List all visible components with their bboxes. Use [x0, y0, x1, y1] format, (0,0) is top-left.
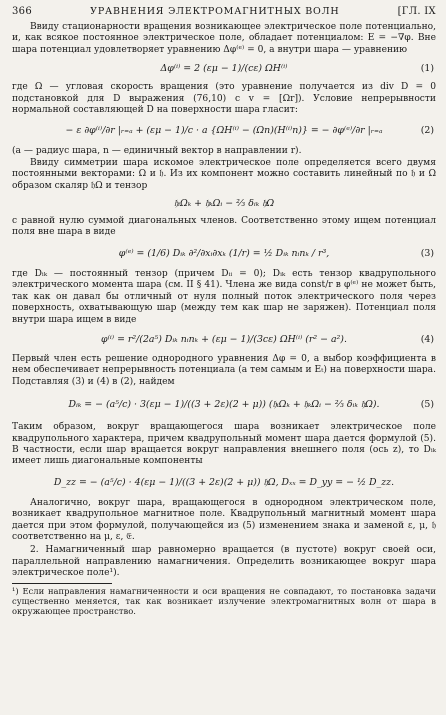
equation-5 [12, 326, 436, 354]
running-title: УРАВНЕНИЯ ЭЛЕКТРОМАГНИТНЫХ ВОЛН [90, 6, 340, 17]
paragraph-10: 2. Намагниченный шар равномерно вращается (в пустоте) вокруг своей оси, параллельной направлению намагничения. Определить возникающее вокруг шара электрическое поле¹). [12, 545, 436, 579]
equation-4-number: (3) [420, 247, 434, 259]
equation-1-body: Δφ⁽ⁱ⁾ = 2 (εμ − 1)/(cε) ΩH⁽ⁱ⁾ [160, 63, 288, 75]
equation-1-number: (1) [420, 63, 434, 75]
paragraph-1: Ввиду стационарности вращения возникающее электрическое поле потенциально, и, как всякое постоянное электрическое поле, обладает потенциалом: E = −∇φ. Вне шара потенциал удовлетворяет уравнению Δφ⁽ᵉ⁾ = 0, а внутри шара — уравнению [12, 22, 436, 55]
equation-7-body: D_zz = − (a⁵/c) · 4(εμ − 1)/((3 + 2ε)(2 + μ)) 𝔥Ω, Dₓₓ = D_yy = − ½ D_zz. [53, 476, 395, 488]
paragraph-3: (a — радиус шара, n — единичный вектор в направлении r). [12, 146, 302, 157]
running-header [12, 6, 436, 22]
equation-3-body: 𝔥ᵢΩₖ + 𝔥ₖΩᵢ − ⅔ δᵢₖ 𝔥Ω [173, 198, 275, 210]
paragraph-2: где Ω — угловая скорость вращения (это уравнение получается из div D = 0 подстановкой для D выражения (76,10) с v = [Ωr]). Условие непрерывности нормальной составляющей D на поверхности шара гласит: [12, 82, 436, 116]
equation-3 [12, 192, 436, 216]
page-number: 366 [12, 6, 32, 17]
equation-5-number: (4) [420, 333, 434, 345]
paragraph-7: Первый член есть решение однородного уравнения Δφ = 0, а выбор коэффициента в нем обеспечивает непрерывность потенциала (а тем самым и Eₜ) на поверхности шара. Подставляя (3) и (4) в (2), найдем [12, 353, 436, 387]
paragraph-8: Таким образом, вокруг вращающегося шара возникает электрическое поле квадрупольного характера, причем квадрупольный момент шара дается формулой (5). В частности, если шар вращается вокруг направления внешнего поля (ось z), то Dᵢₖ имеет лишь диагональные компоненты [12, 422, 436, 467]
equation-5-body: φ⁽ⁱ⁾ = r²/(2a⁵) Dᵢₖ nᵢnₖ + (εμ − 1)/(3cε) ΩH⁽ⁱ⁾ (r² − a²). [101, 333, 347, 345]
footnote-rule [12, 583, 112, 584]
equation-7 [12, 468, 436, 498]
footnote: ¹) Если направления намагниченности и оси вращения не совпадают, то постановка задачи существенно меняется, так как возникает излучение электромагнитных волн от шара в окружающее пространство. [12, 585, 436, 617]
equation-6-number: (5) [420, 399, 434, 411]
equation-1 [12, 56, 436, 82]
equation-4-body: φ⁽ᵉ⁾ = (1/6) Dᵢₖ ∂²/∂xᵢ∂xₖ (1/r) = ½ Dᵢₖ nᵢnₖ / r³, [118, 247, 330, 259]
equation-6 [12, 388, 436, 422]
paragraph-6: где Dᵢₖ — постоянный тензор (причем Dᵢᵢ = 0); Dᵢₖ есть тензор квадрупольного электрического момента шара (см. II § 41). Члена же вида const/r в φ⁽ᵉ⁾ не может быть, так как он давал бы отличный от нуля полный поток электрического поля через поверхность, охватывающую шар (между тем как шар не заряжен). Потенциал поля внутри шара ищем в виде [12, 268, 436, 325]
paragraph-5: с равной нулю суммой диагональных членов. Соответственно этому ищем потенциал поля вне шара в виде [12, 216, 436, 238]
equation-4 [12, 239, 436, 269]
equation-6-body: Dᵢₖ = − (a⁵/c) · 3(εμ − 1)/((3 + 2ε)(2 + μ)) (𝔥ᵢΩₖ + 𝔥ₖΩᵢ − ⅔ δᵢₖ 𝔥Ω). [68, 399, 380, 411]
chapter-label: [ГЛ. IX [397, 6, 436, 17]
paragraph-4: Ввиду симметрии шара искомое электрическое поле определяется всего двумя постоянными векторами: Ω и 𝔥. Из их компонент можно составить линейный по 𝔥 и Ω образом скаляр 𝔥Ω и тензор [12, 157, 436, 191]
equation-2 [12, 116, 436, 146]
paragraph-9: Аналогично, вокруг шара, вращающегося в однородном электрическом поле, возникает квадрупольное магнитное поле. Квадрупольный магнитный момент шара дается при этом формулой, получающейся из (5) изменением знака и заменой ε, μ, 𝔥 соответственно на μ, ε, 𝔈. [12, 497, 436, 542]
equation-2-body: − ε ∂φ⁽ⁱ⁾/∂r |ᵣ₌ₐ + (εμ − 1)/c · a {ΩH⁽ⁱ⁾ − (Ωn)(H⁽ⁱ⁾n)} = − ∂φ⁽ᵉ⁾/∂r |ᵣ₌ₐ [65, 125, 383, 137]
equation-2-number: (2) [420, 125, 434, 137]
